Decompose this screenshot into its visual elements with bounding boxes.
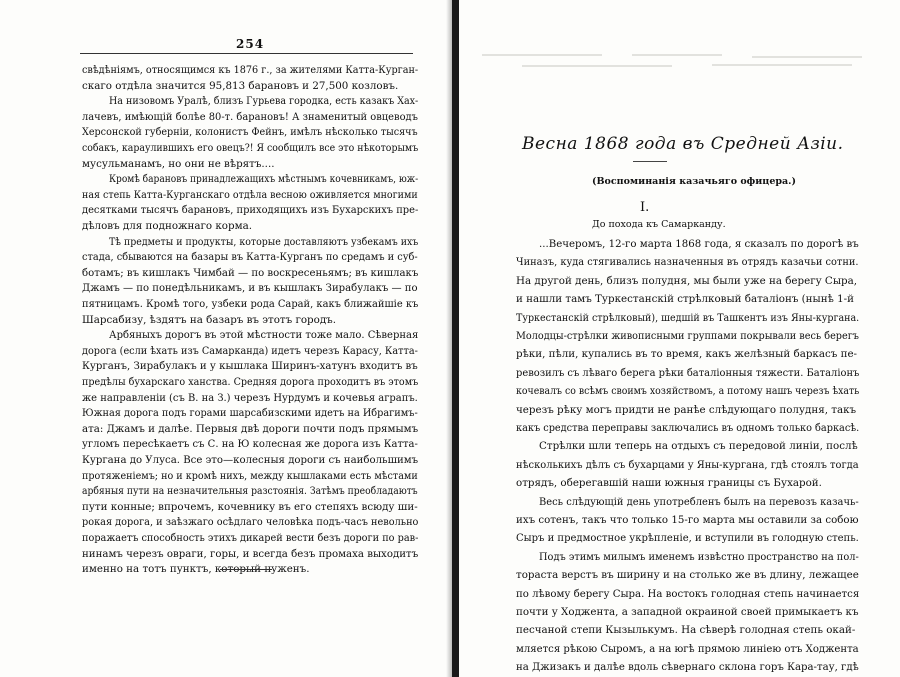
text-line: по лѣвому берегу Сыра. На востокъ голодная степь начинается	[516, 587, 860, 600]
right-page-text	[459, 0, 900, 677]
text-line: Джамъ — по понедѣльникамъ, и въ кышлакъ Зирабулакъ — по	[82, 282, 418, 295]
header-rule	[80, 53, 413, 54]
text-line: свѣдѣніямъ, относящимся къ 1876 г., за жителями Катта-Курган-	[82, 64, 419, 76]
text-line: скаго отдѣла значится 95,813 барановъ и 27,500 козловъ.	[82, 79, 399, 92]
text-line: арбяныя пути на незначительныя разстоянія. Затѣмъ преобладаютъ	[82, 485, 418, 498]
text-line: Тѣ предметы и продукты, которые доставляютъ узбекамъ ихъ	[109, 235, 419, 248]
text-line: ревозилъ съ лѣваго берега рѣки баталіонныя тяжести. Баталіонъ	[516, 366, 860, 379]
text-line: и нашли тамъ Туркестанскій стрѣлковый баталіонъ (нынѣ 1-й	[516, 293, 854, 306]
text-line: какъ средства переправы заключались въ одномъ только баркасѣ.	[516, 422, 860, 434]
text-line: пятницамъ. Кромѣ того, узбеки рода Сарай, какъ ближайшіе къ	[82, 298, 419, 310]
text-line: ихъ сотенъ, такъ что только 15-го марта мы оставили за собою	[516, 514, 859, 526]
section-end-rule	[220, 569, 272, 570]
text-line: Кургана до Улуса. Все это—колесныя дороги съ наибольшимъ	[82, 454, 419, 466]
text-line: протяженіемъ; но и кромѣ нихъ, между кышлаками есть мѣстами	[82, 469, 418, 482]
text-line: Херсонской губерніи, колонистъ Фейнъ, имѣлъ нѣсколько тысячъ	[82, 126, 418, 139]
text-line: песчаной степи Кызылькумъ. На сѣверѣ голодная степь окай-	[516, 624, 856, 637]
text-line: ...Вечеромъ, 12-го марта 1868 года, я сказалъ по дорогѣ въ	[539, 238, 859, 250]
text-line: лачевъ, имѣющій болѣе 80-т. барановъ! А знаменитый овцеводъ	[82, 110, 418, 123]
text-line: рѣки, пѣли, купались въ то время, какъ желѣзный баркасъ пе-	[516, 348, 858, 361]
text-line: десятками тысячъ барановъ, приходящихъ изъ Бухарскихъ пре-	[82, 204, 419, 217]
text-line: Сыръ и предмостное укрѣпленіе, и вступили въ голодную степь.	[516, 532, 859, 545]
page-number: 254	[236, 37, 265, 51]
text-line: пути конные; впрочемъ, кочевнику въ его степяхъ всюду ши-	[82, 500, 418, 513]
chapter-title: До похода къ Самарканду.	[592, 219, 726, 230]
text-line: кочевалъ со всѣмъ своимъ хозяйствомъ, а потому нашъ черезъ ѣхать	[516, 385, 860, 398]
text-line: ботамъ; въ кишлакъ Чимбай — по воскресеньямъ; въ кишлакъ	[82, 266, 419, 279]
text-line: На другой день, близъ полудня, мы были уже на берегу Сыра,	[516, 274, 858, 287]
text-line: Молодцы-стрѣлки живописными группами покрывали весь берегъ	[516, 330, 859, 342]
text-line: стада, сбываются на базары въ Катта-Курганъ по средамъ и суб-	[82, 251, 418, 264]
text-line: ата: Джамъ и далѣе. Первыя двѣ дороги почти подъ прямымъ	[82, 422, 419, 435]
text-line: ная степь Катта-Курганскаго отдѣла весною оживляется многими	[82, 188, 418, 201]
text-line: Туркестанскій стрѣлковый), шедшій въ Ташкентъ изъ Яны-кургана.	[516, 311, 860, 324]
text-line: предѣлы бухарскаго ханства. Средняя дорога проходитъ въ этомъ	[82, 376, 419, 388]
text-line: Весь слѣдующій день употребленъ былъ на перевозъ казачь-	[539, 495, 859, 508]
text-line: Чиназъ, куда стягивались назначенныя въ отрядъ казачьи сотни.	[516, 256, 859, 269]
text-line: Кромѣ барановъ принадлежащихъ мѣстнымъ кочевникамъ, юж-	[109, 173, 419, 186]
article-title: Весна 1868 года въ Средней Азіи.	[522, 134, 844, 154]
text-line: Подъ этимъ милымъ именемъ извѣстно пространство на пол-	[539, 550, 859, 563]
text-line: нѣсколькихъ дѣлъ съ бухарцами у Яны-кургана, гдѣ стоялъ тогда	[516, 458, 859, 471]
text-line: почти у Ходжента, а западной окраиной своей примыкаетъ къ	[516, 606, 859, 618]
text-line: именно на тотъ пунктъ, который нуженъ.	[82, 563, 310, 576]
chapter-number: I.	[640, 200, 650, 215]
text-line: мусульманамъ, но они не вѣрятъ....	[82, 157, 275, 170]
text-line: Шарсабизу, ѣздятъ на базаръ въ этотъ городъ.	[82, 313, 336, 326]
text-line: На низовомъ Уралѣ, близъ Гурьева городка, есть казакъ Хах-	[109, 95, 419, 108]
text-line: дорога (если ѣхать изъ Самарканда) идетъ черезъ Карасу, Катта-	[82, 344, 418, 357]
text-line: на Джизакъ и далѣе вдоль сѣвернаго склона горъ Кара-тау, гдѣ	[516, 661, 859, 674]
text-line: же направленіи (съ В. на З.) черезъ Нурдумъ и кочевья аграпъ.	[82, 391, 418, 404]
text-line: черезъ рѣку могъ придти не ранѣе слѣдующаго полудня, такъ	[516, 403, 857, 416]
text-line: тораста верстъ въ ширину и на столько же въ длину, лежащее	[516, 569, 859, 582]
text-line: мляется рѣкою Сыромъ, а на югѣ прямою линіею отъ Ходжента	[516, 642, 859, 655]
article-subtitle: (Воспоминанія казачьяго офицера.)	[592, 176, 796, 187]
text-line: Курганъ, Зирабулакъ и у кышлака Ширинъ-хатунъ входитъ въ	[82, 360, 418, 373]
text-line: рокая дорога, и заѣзжаго осѣдлаго человѣка подъ-часъ невольно	[82, 516, 419, 529]
book-gutter	[452, 0, 459, 677]
text-line: нинамъ черезъ овраги, горы, и всегда безъ промаха выходитъ	[82, 547, 419, 560]
text-line: Арбяныхъ дорогъ въ этой мѣстности тоже мало. Сѣверная	[109, 329, 419, 342]
text-line: Стрѣлки шли теперь на отдыхъ съ передовой линіи, послѣ	[539, 440, 858, 453]
text-line: отрядъ, оберегавшій наши южныя границы съ Бухарой.	[516, 477, 822, 490]
text-line: угломъ пересѣкаетъ съ С. на Ю колесная же дорога изъ Катта-	[82, 438, 418, 451]
text-line: поражаетъ способность этихъ дикарей вести безъ дороги по рав-	[82, 532, 419, 544]
text-line: дѣловъ для подножнаго корма.	[82, 220, 253, 232]
text-line: Южная дорога подъ горами шарсабизскими идетъ на Ибрагимъ-	[82, 407, 418, 420]
text-line: собакъ, караулившихъ его овецъ?! Я сообщилъ все это нѣкоторымъ	[82, 142, 419, 154]
